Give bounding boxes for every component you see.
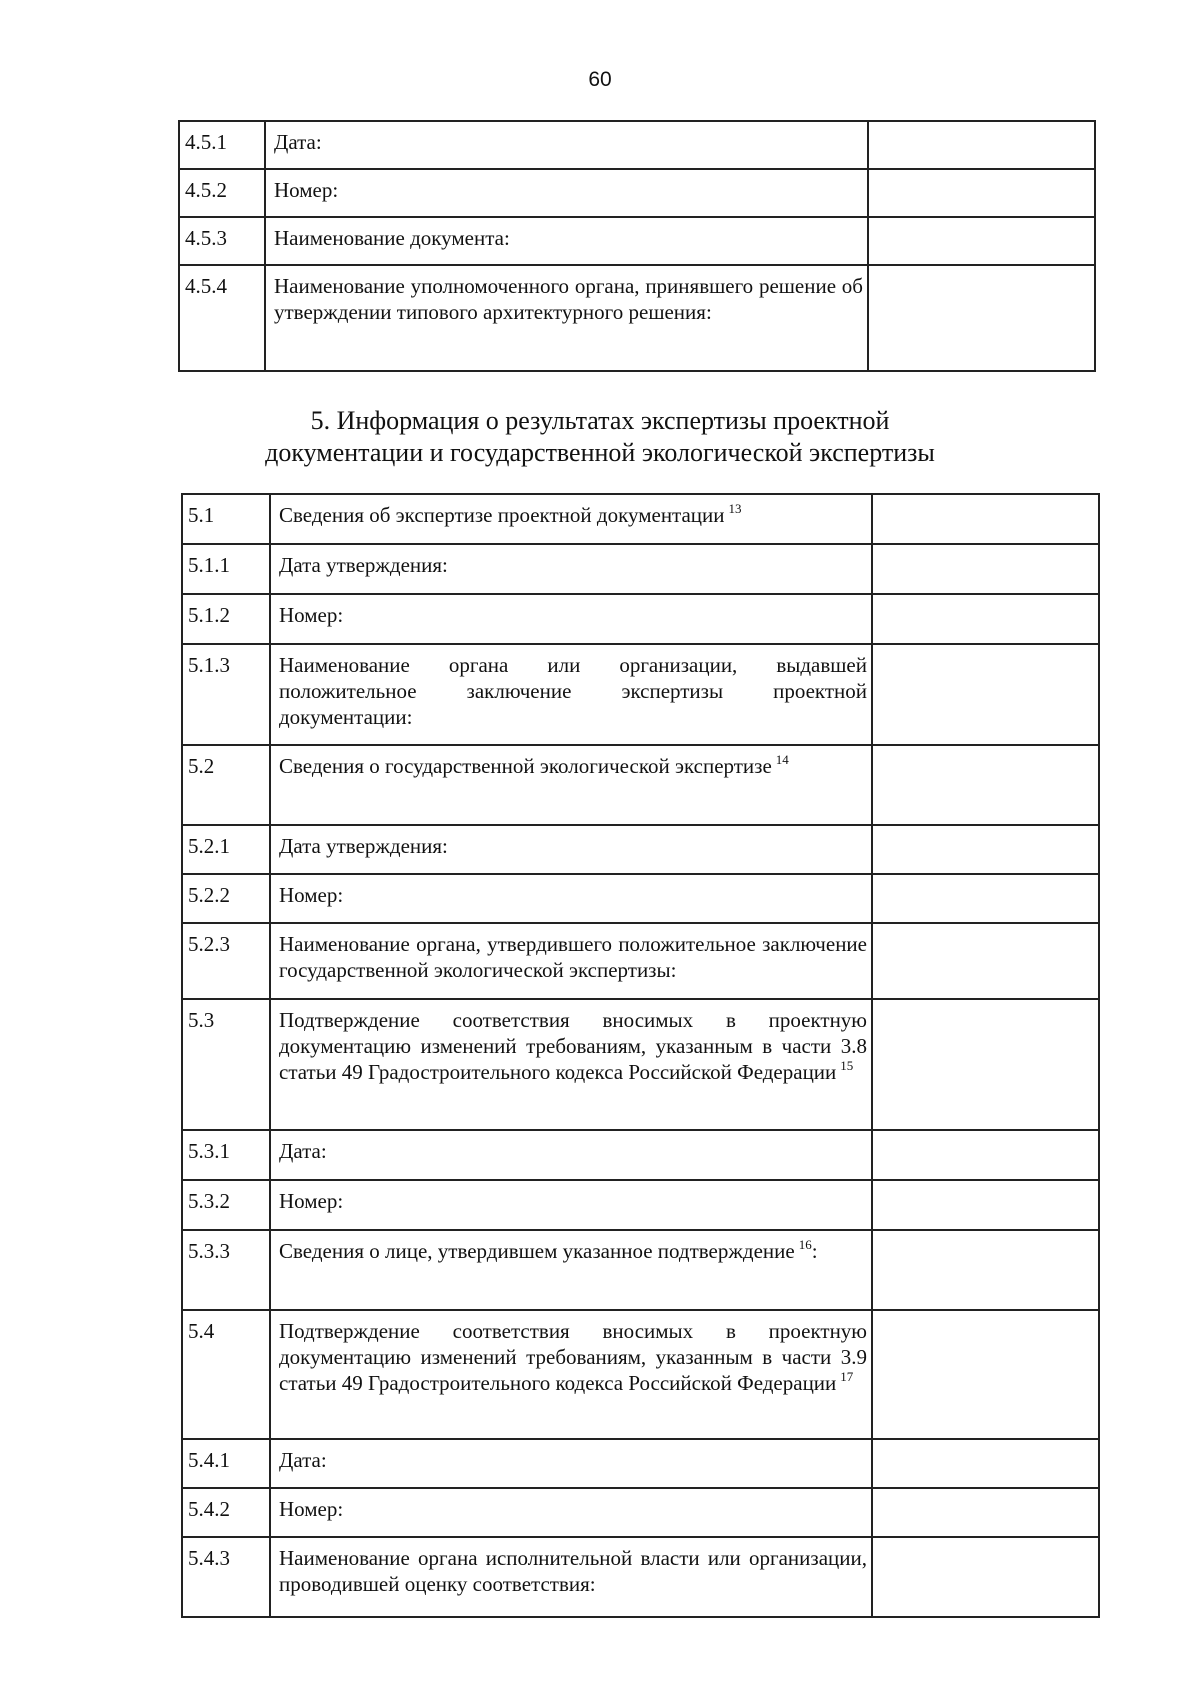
row-label-text: Подтверждение соответствия вносимых в проектную документацию изменений требованиям, указанным в части 3.8 статьи 49 Градостроительного кодекса Российской Федерации: [279, 1008, 867, 1084]
table-row: [182, 999, 1099, 1130]
table-row: [182, 874, 1099, 923]
row-number: 5.2.2: [182, 874, 270, 923]
row-number: 5.3.2: [182, 1180, 270, 1230]
table-row: [179, 121, 1095, 169]
row-number: 5.1.1: [182, 544, 270, 594]
row-label: Дата утверждения:: [270, 825, 872, 874]
row-number: 4.5.2: [179, 169, 265, 217]
row-number: 5.4.2: [182, 1488, 270, 1537]
value-cell[interactable]: [872, 494, 1099, 544]
table-row: [182, 544, 1099, 594]
value-cell[interactable]: [868, 121, 1095, 169]
value-cell[interactable]: [872, 745, 1099, 825]
table-row: [182, 923, 1099, 999]
table-row: [182, 1230, 1099, 1310]
row-number: 5.2.3: [182, 923, 270, 999]
row-label: Номер:: [270, 1488, 872, 1537]
row-label: Дата:: [265, 121, 868, 169]
row-number: 5.4.1: [182, 1439, 270, 1488]
table-row: [182, 745, 1099, 825]
value-cell[interactable]: [872, 825, 1099, 874]
table-row: [182, 825, 1099, 874]
row-number: 5.4.3: [182, 1537, 270, 1617]
footnote-mark: 16: [798, 1237, 812, 1252]
table-row: [179, 217, 1095, 265]
row-label: [270, 1310, 872, 1439]
row-number: 5.2.1: [182, 825, 270, 874]
row-number: 5.1: [182, 494, 270, 544]
row-label: Дата утверждения:: [270, 544, 872, 594]
row-label: [270, 745, 872, 825]
table-row: [182, 1180, 1099, 1230]
row-label: Номер:: [270, 874, 872, 923]
section-heading-line: документации и государственной экологической экспертизы: [265, 438, 935, 467]
value-cell[interactable]: [872, 874, 1099, 923]
row-label: Наименование органа, утвердившего положительное заключение государственной экологической экспертизы:: [270, 923, 872, 999]
value-cell[interactable]: [872, 1488, 1099, 1537]
row-label: Дата:: [270, 1439, 872, 1488]
value-cell[interactable]: [872, 1439, 1099, 1488]
table-row: [182, 1310, 1099, 1439]
value-cell[interactable]: [872, 544, 1099, 594]
row-label: [270, 1230, 872, 1310]
value-cell[interactable]: [872, 1130, 1099, 1180]
row-number: 4.5.1: [179, 121, 265, 169]
row-label-text: Подтверждение соответствия вносимых в проектную документацию изменений требованиям, указанным в части 3.9 статьи 49 Градостроительного кодекса Российской Федерации: [279, 1319, 867, 1395]
table-row: [182, 494, 1099, 544]
table-row: [182, 1488, 1099, 1537]
row-number: 5.1.3: [182, 644, 270, 745]
row-label: Номер:: [270, 1180, 872, 1230]
page-number: 60: [588, 68, 612, 91]
value-cell[interactable]: [868, 169, 1095, 217]
row-label: Номер:: [265, 169, 868, 217]
section-5-heading: [0, 405, 1200, 469]
value-cell[interactable]: [872, 1310, 1099, 1439]
value-cell[interactable]: [872, 1230, 1099, 1310]
row-number: 5.4: [182, 1310, 270, 1439]
row-label-text: Сведения о лице, утвердившем указанное подтверждение: [279, 1239, 795, 1263]
value-cell[interactable]: [868, 265, 1095, 371]
row-label: Наименование уполномоченного органа, принявшего решение об утверждении типового архитектурного решения:: [265, 265, 868, 371]
value-cell[interactable]: [872, 923, 1099, 999]
footnote-mark: 13: [728, 501, 742, 516]
table-row: [182, 594, 1099, 644]
section-heading-line: 5. Информация о результатах экспертизы проектной: [310, 406, 890, 435]
row-label: [270, 999, 872, 1130]
row-number: 4.5.3: [179, 217, 265, 265]
row-label-suffix: :: [811, 1239, 818, 1263]
table-row: [179, 169, 1095, 217]
value-cell[interactable]: [872, 644, 1099, 745]
footnote-mark: 17: [840, 1369, 854, 1384]
value-cell[interactable]: [872, 999, 1099, 1130]
row-label: [270, 494, 872, 544]
table-row: [182, 1537, 1099, 1617]
footnote-mark: 15: [840, 1058, 854, 1073]
footnote-mark: 14: [775, 752, 789, 767]
row-label: Наименование документа:: [265, 217, 868, 265]
value-cell[interactable]: [872, 594, 1099, 644]
table-row: [182, 644, 1099, 745]
row-number: 5.3.3: [182, 1230, 270, 1310]
table-row: [182, 1439, 1099, 1488]
row-label: Дата:: [270, 1130, 872, 1180]
row-label-text: Сведения о государственной экологической экспертизе: [279, 754, 772, 778]
table-section-5: [181, 493, 1100, 1618]
value-cell[interactable]: [872, 1537, 1099, 1617]
table-row: [182, 1130, 1099, 1180]
row-label: Наименование органа исполнительной власти или организации, проводившей оценку соответствия:: [270, 1537, 872, 1617]
row-number: 5.1.2: [182, 594, 270, 644]
row-label: Номер:: [270, 594, 872, 644]
row-label: Наименование органа или организации, выдавшей положительное заключение экспертизы проектной документации:: [270, 644, 872, 745]
table-row: [179, 265, 1095, 371]
row-number: 4.5.4: [179, 265, 265, 371]
table-4-5: [178, 120, 1096, 372]
row-number: 5.2: [182, 745, 270, 825]
row-number: 5.3.1: [182, 1130, 270, 1180]
row-label-text: Сведения об экспертизе проектной документации: [279, 503, 725, 527]
value-cell[interactable]: [872, 1180, 1099, 1230]
value-cell[interactable]: [868, 217, 1095, 265]
row-number: 5.3: [182, 999, 270, 1130]
